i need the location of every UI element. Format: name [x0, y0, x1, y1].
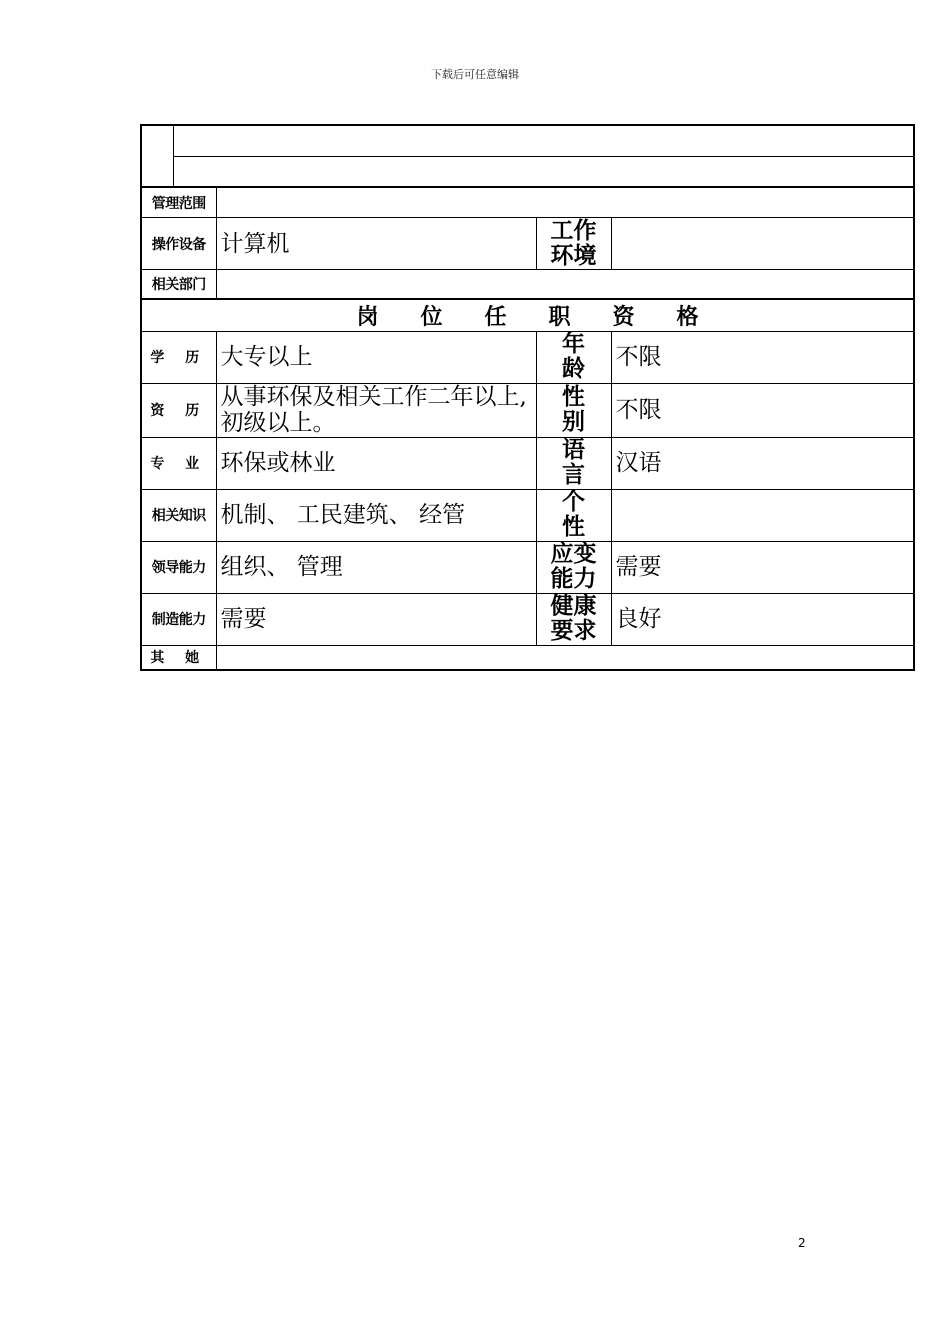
row-mid-label [536, 541, 611, 593]
job-qualification-form [140, 124, 913, 671]
related-department-value [216, 270, 914, 299]
row-mid-label [536, 331, 611, 383]
row-right-value [611, 489, 914, 541]
row-mid-label-line1: 健康 [550, 593, 597, 619]
row-value: 需要 [216, 593, 536, 645]
qualification-block [140, 299, 915, 672]
row-mid-label-line2: 性 [562, 514, 585, 540]
row-mid-label [536, 489, 611, 541]
row-label: 学 历 [141, 331, 216, 383]
other-value [216, 645, 914, 670]
qualification-row [141, 489, 914, 541]
row-mid-label [536, 593, 611, 645]
row-mid-label-line2: 能力 [550, 566, 597, 592]
operating-equipment-value: 计算机 [216, 218, 536, 270]
qualification-row [141, 331, 914, 383]
qualification-row [141, 593, 914, 645]
row-right-value: 不限 [611, 331, 914, 383]
row-mid-label-line2: 别 [562, 409, 585, 435]
row-right-value: 需要 [611, 541, 914, 593]
row-value: 从事环保及相关工作二年以上,初级以上。 [216, 383, 536, 437]
row-mid-label-line1: 语 [562, 437, 585, 463]
row-value: 机制、 工民建筑、 经管 [216, 489, 536, 541]
work-environment-label-line2: 环境 [550, 242, 597, 269]
info-block [140, 187, 915, 300]
work-environment-value [611, 218, 914, 270]
row-right-value: 汉语 [611, 437, 914, 489]
row-label: 制造能力 [141, 593, 216, 645]
row-mid-label-line2: 要求 [550, 618, 597, 644]
work-environment-label-line1: 工作 [550, 217, 597, 244]
row-mid-label-line1: 个 [562, 489, 585, 515]
row-value: 环保或林业 [216, 437, 536, 489]
top-left-blank-cell [141, 125, 173, 187]
management-scope-label: 管理范围 [141, 188, 216, 218]
work-environment-label [536, 218, 611, 270]
row-label: 领导能力 [141, 541, 216, 593]
page-number: 2 [798, 1236, 806, 1250]
row-mid-label-line1: 年 [562, 331, 585, 357]
section-title: 岗位任职资格 [141, 299, 914, 331]
related-department-label: 相关部门 [141, 270, 216, 299]
row-value: 组织、 管理 [216, 541, 536, 593]
top-blank-row-2 [173, 156, 914, 187]
row-mid-label-line1: 性 [562, 384, 585, 410]
row-mid-label-line2: 言 [562, 462, 585, 488]
top-blank-block [140, 124, 915, 188]
row-label: 专 业 [141, 437, 216, 489]
row-label: 资 历 [141, 383, 216, 437]
qualification-row [141, 541, 914, 593]
row-mid-label-line2: 龄 [562, 356, 585, 382]
row-right-value: 不限 [611, 383, 914, 437]
row-mid-label [536, 383, 611, 437]
row-label: 相关知识 [141, 489, 216, 541]
row-mid-label-line1: 应变 [550, 541, 597, 567]
row-value: 大专以上 [216, 331, 536, 383]
top-blank-row-1 [173, 125, 914, 156]
operating-equipment-label: 操作设备 [141, 218, 216, 270]
other-label: 其 她 [141, 645, 216, 670]
row-mid-label [536, 437, 611, 489]
qualification-row [141, 383, 914, 437]
page-header-note: 下载后可任意编辑 [431, 68, 519, 81]
qualification-row [141, 437, 914, 489]
row-right-value: 良好 [611, 593, 914, 645]
management-scope-value [216, 188, 914, 218]
